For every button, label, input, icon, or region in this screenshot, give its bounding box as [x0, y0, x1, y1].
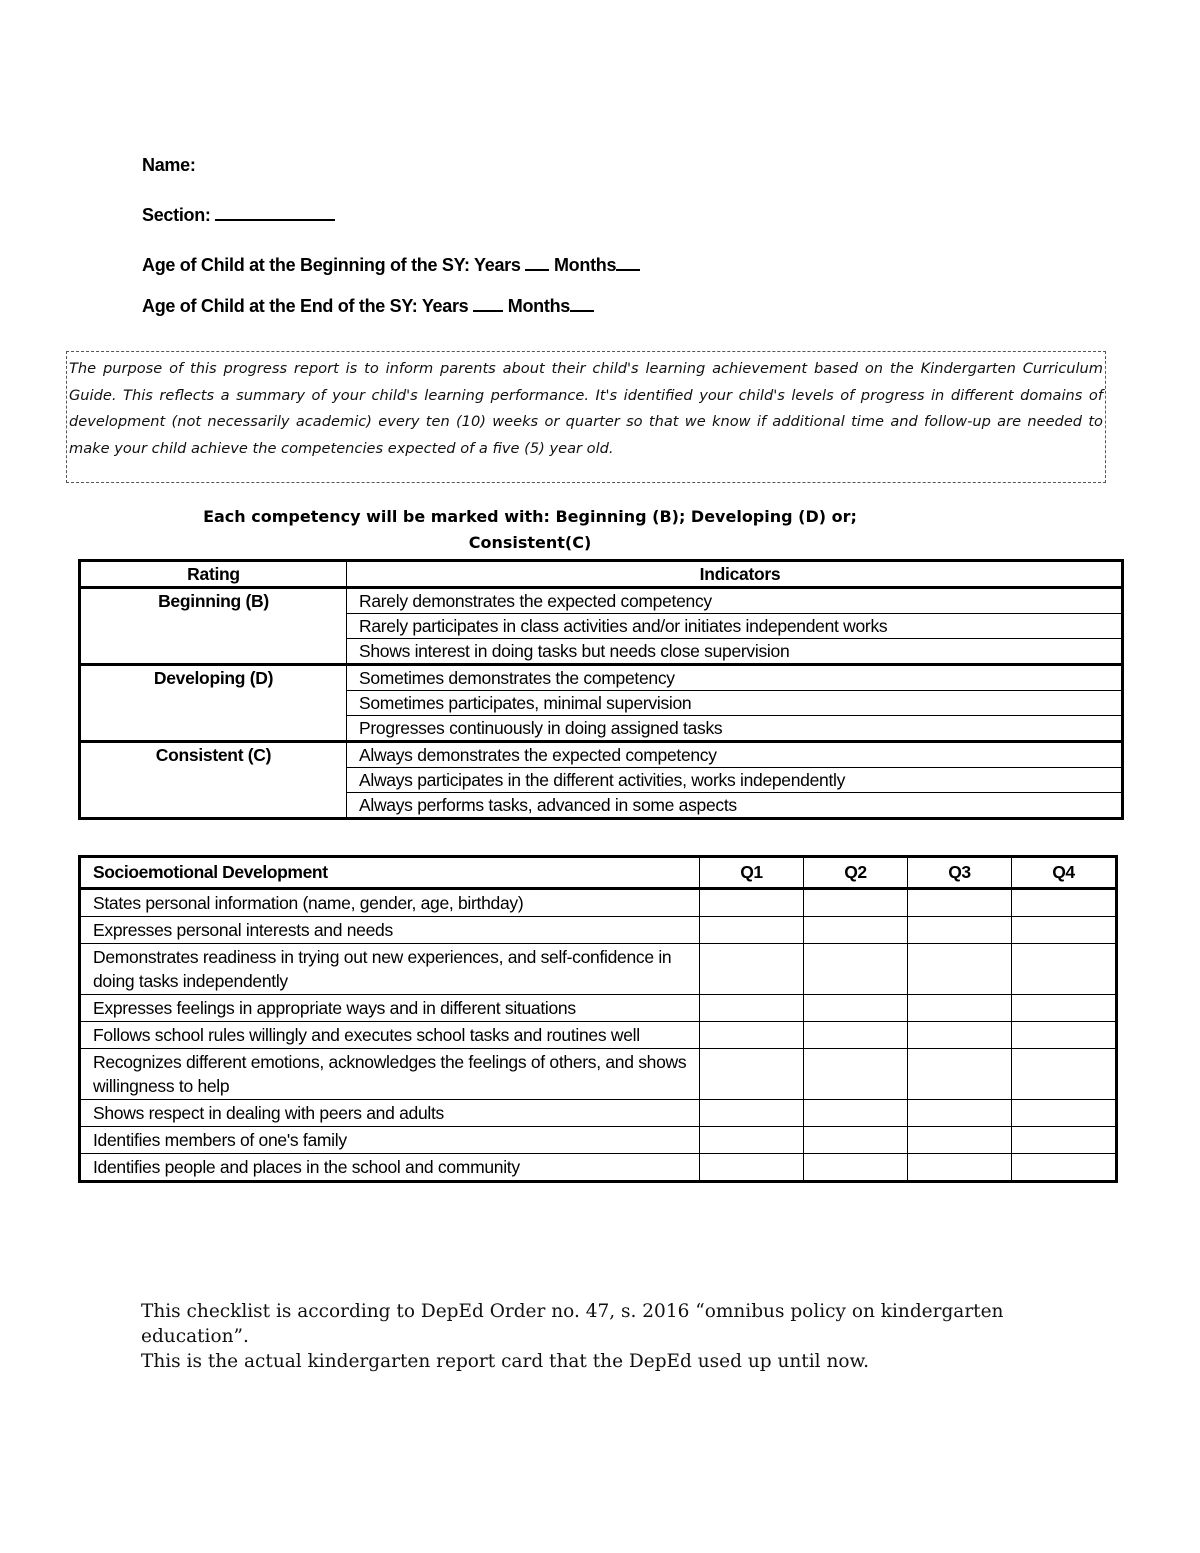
q3-rating-cell[interactable] [908, 995, 1012, 1022]
q1-header: Q1 [700, 857, 804, 889]
q1-rating-cell[interactable] [700, 1049, 804, 1100]
age-end-months-blank[interactable] [570, 296, 594, 312]
competency-cell: States personal information (name, gender, age, birthday) [80, 889, 700, 917]
q3-header: Q3 [908, 857, 1012, 889]
marking-legend-line2: Consistent(C) [468, 533, 592, 552]
indicator-cell: Sometimes participates, minimal supervision [347, 691, 1123, 716]
q2-rating-cell[interactable] [804, 1154, 908, 1182]
table-row [80, 1049, 1117, 1100]
q2-rating-cell[interactable] [804, 889, 908, 917]
indicator-cell: Shows interest in doing tasks but needs close supervision [347, 639, 1123, 665]
competency-cell: Demonstrates readiness in trying out new experiences, and self-confidence in doing tasks independently [80, 944, 700, 995]
q3-rating-cell[interactable] [908, 1154, 1012, 1182]
age-begin-years-blank[interactable] [525, 255, 549, 271]
marking-legend-line1: Each competency will be marked with: Beginning (B); Developing (D) or; [203, 507, 857, 526]
rating-beginning: Beginning (B) [80, 588, 347, 665]
indicator-cell: Rarely demonstrates the expected competency [347, 588, 1123, 614]
q2-rating-cell[interactable] [804, 995, 908, 1022]
footer-line1: This checklist is according to DepEd Order no. 47, s. 2016 “omnibus policy on kindergarten education”. [141, 1301, 1004, 1347]
q3-rating-cell[interactable] [908, 944, 1012, 995]
socioemotional-table [78, 855, 1118, 1183]
q3-rating-cell[interactable] [908, 1022, 1012, 1049]
age-begin-label: Age of Child at the Beginning of the SY: Years [142, 255, 521, 275]
q4-rating-cell[interactable] [1012, 889, 1117, 917]
q1-rating-cell[interactable] [700, 889, 804, 917]
q4-header: Q4 [1012, 857, 1117, 889]
section-blank[interactable] [215, 205, 335, 221]
age-begin-months-blank[interactable] [616, 255, 640, 271]
competency-cell: Identifies people and places in the school and community [93, 1157, 520, 1177]
rating-consistent: Consistent (C) [80, 742, 347, 819]
table-row [80, 1127, 1117, 1154]
q3-rating-cell[interactable] [908, 1127, 1012, 1154]
q1-rating-cell[interactable] [700, 1100, 804, 1127]
section-label: Section: [142, 205, 211, 225]
q4-rating-cell[interactable] [1012, 995, 1117, 1022]
rating-header: Rating [80, 561, 347, 588]
section-field [142, 205, 335, 226]
q2-rating-cell[interactable] [804, 1049, 908, 1100]
footer-line2: This is the actual kindergarten report card that the DepEd used up until now. [141, 1351, 870, 1372]
q3-rating-cell[interactable] [908, 889, 1012, 917]
age-end-months-label: Months [507, 296, 570, 316]
q1-rating-cell[interactable] [700, 1022, 804, 1049]
q2-header: Q2 [804, 857, 908, 889]
table-row [80, 1022, 1117, 1049]
competency-cell: Follows school rules willingly and executes school tasks and routines well [80, 1022, 700, 1049]
q2-rating-cell[interactable] [804, 1127, 908, 1154]
table-row [80, 1154, 1117, 1182]
name-label-text: Name: [142, 155, 196, 175]
q3-rating-cell[interactable] [908, 1100, 1012, 1127]
q2-rating-cell[interactable] [804, 1022, 908, 1049]
q4-rating-cell[interactable] [1012, 1154, 1117, 1182]
q1-rating-cell[interactable] [700, 1154, 804, 1182]
indicator-cell: Always demonstrates the expected competency [347, 742, 1123, 768]
q1-rating-cell[interactable] [700, 1127, 804, 1154]
marking-legend [150, 504, 910, 556]
q2-rating-cell[interactable] [804, 944, 908, 995]
footer-note [141, 1299, 1041, 1374]
table-row [80, 917, 1117, 944]
age-begin-months-label: Months [553, 255, 617, 275]
indicator-cell: Sometimes demonstrates the competency [347, 665, 1123, 691]
table-row [80, 995, 1117, 1022]
age-end-field [142, 296, 594, 317]
indicator-cell: Always participates in the different activities, works independently [347, 768, 1123, 793]
q1-rating-cell[interactable] [700, 917, 804, 944]
q4-rating-cell[interactable] [1012, 917, 1117, 944]
indicator-cell: Always performs tasks, advanced in some aspects [359, 795, 737, 815]
age-end-years-blank[interactable] [473, 296, 503, 312]
rating-table [78, 559, 1124, 820]
socio-header: Socioemotional Development [80, 857, 700, 889]
age-end-label: Age of Child at the End of the SY: Years [142, 296, 469, 316]
table-row [80, 889, 1117, 917]
table-row [80, 944, 1117, 995]
q2-rating-cell[interactable] [804, 917, 908, 944]
competency-cell: Expresses personal interests and needs [80, 917, 700, 944]
indicator-cell: Progresses continuously in doing assigned tasks [347, 716, 1123, 742]
q4-rating-cell[interactable] [1012, 1127, 1117, 1154]
rating-developing: Developing (D) [80, 665, 347, 742]
q4-rating-cell[interactable] [1012, 944, 1117, 995]
table-row [80, 1100, 1117, 1127]
indicator-cell: Rarely participates in class activities and/or initiates independent works [347, 614, 1123, 639]
q4-rating-cell[interactable] [1012, 1049, 1117, 1100]
competency-cell: Recognizes different emotions, acknowledges the feelings of others, and shows willingness to help [80, 1049, 700, 1100]
q4-rating-cell[interactable] [1012, 1100, 1117, 1127]
q2-rating-cell[interactable] [804, 1100, 908, 1127]
competency-cell: Expresses feelings in appropriate ways and in different situations [80, 995, 700, 1022]
q1-rating-cell[interactable] [700, 944, 804, 995]
name-label [142, 155, 196, 176]
age-begin-field [142, 255, 640, 276]
q3-rating-cell[interactable] [908, 1049, 1012, 1100]
competency-cell: Shows respect in dealing with peers and adults [80, 1100, 700, 1127]
competency-cell: Identifies members of one's family [80, 1127, 700, 1154]
q4-rating-cell[interactable] [1012, 1022, 1117, 1049]
q3-rating-cell[interactable] [908, 917, 1012, 944]
purpose-statement: The purpose of this progress report is to inform parents about their child's learning achievement based on the Kindergarten Curriculum Guide. This reflects a summary of your child's learning performance. It's identified your child's levels of progress in different domains of development (not necessarily academic) every ten (10) weeks or quarter so that we know if additional time and follow-up are needed to make your child achieve the competencies expected of a five (5) year old. [66, 351, 1106, 483]
q1-rating-cell[interactable] [700, 995, 804, 1022]
indicators-header: Indicators [347, 561, 1123, 588]
